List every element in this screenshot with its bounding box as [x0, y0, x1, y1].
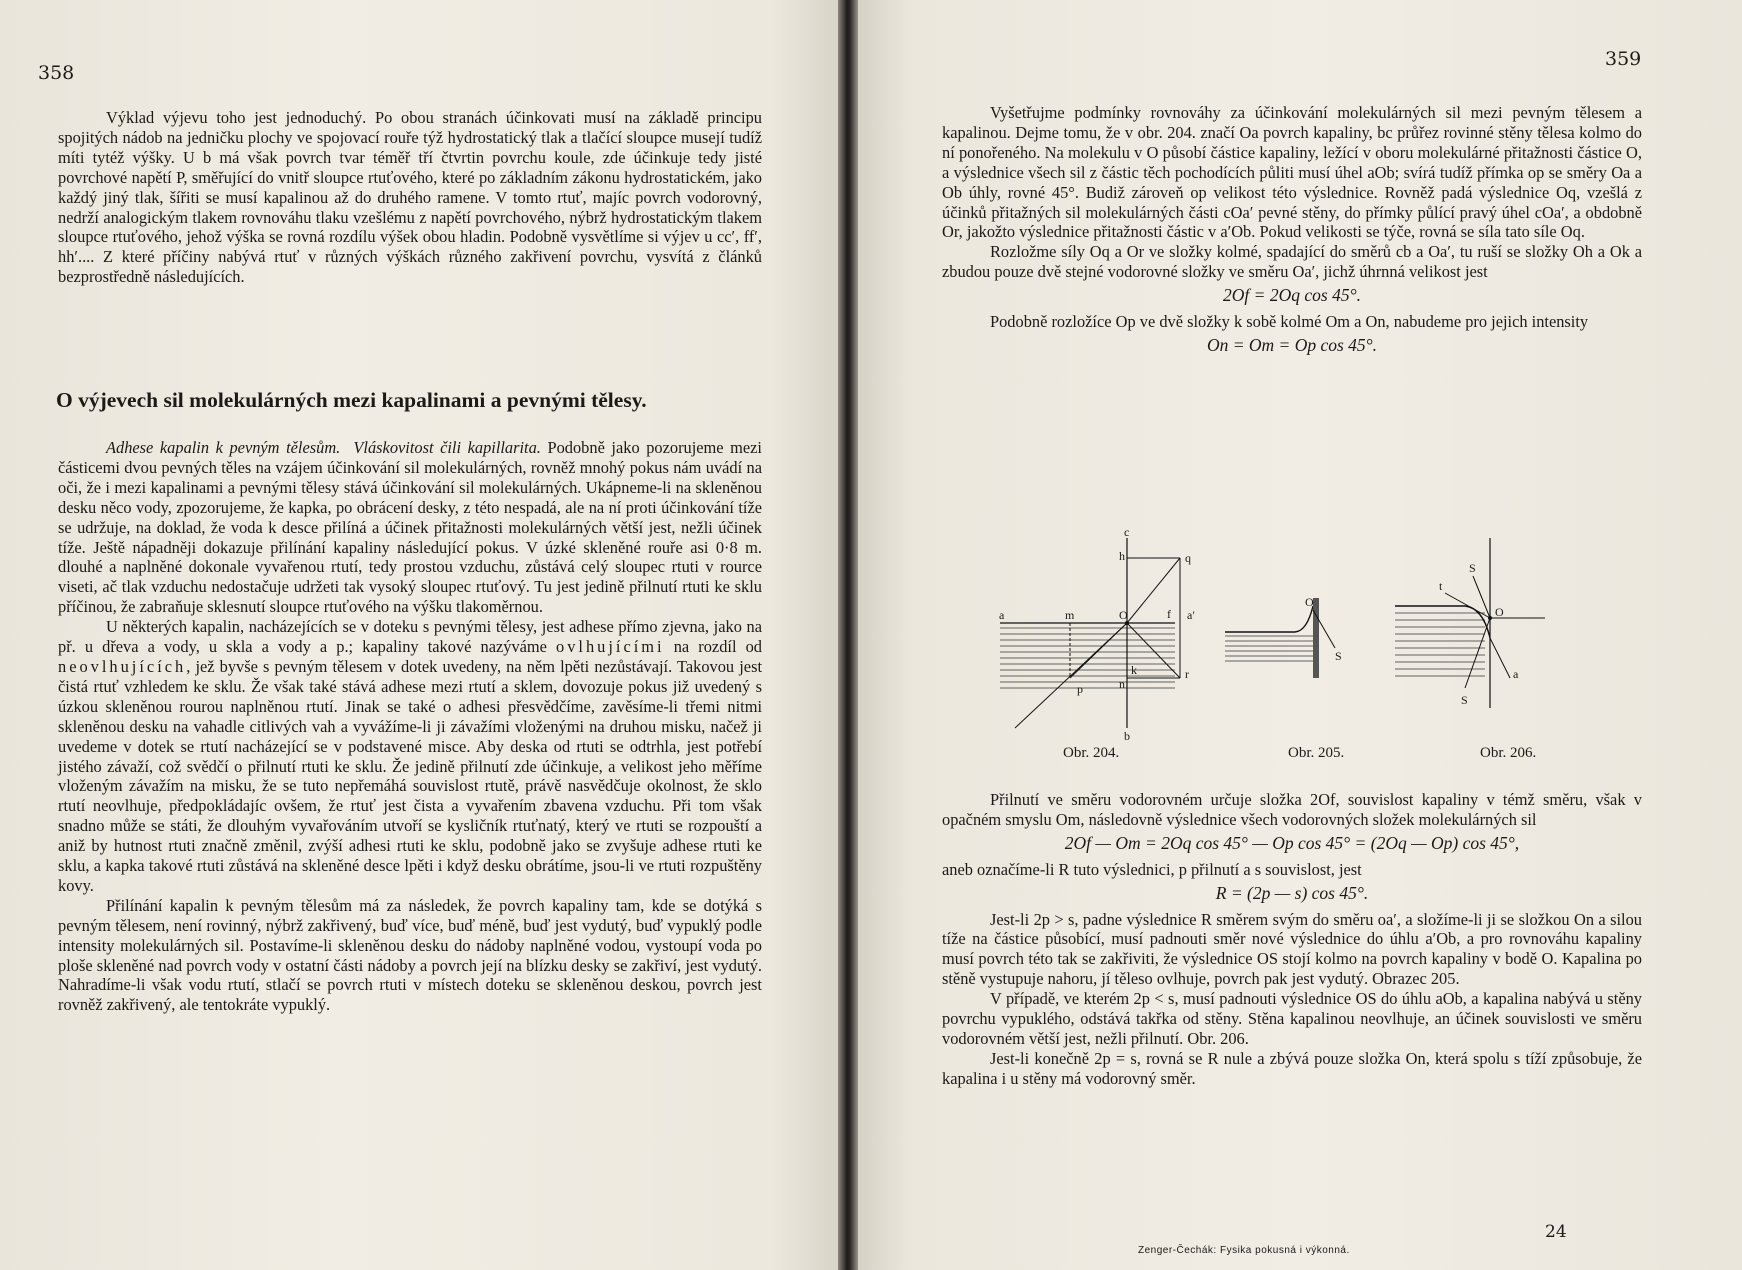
right-paragraph-3: Podobně rozložíce Op ve dvě složky k sobě kolmé Om a On, nabudeme pro jejich intensity	[990, 312, 1589, 332]
left-page	[0, 0, 838, 1270]
fig206-label-S-top: S	[1469, 561, 1476, 575]
fig204-label-c: c	[1124, 528, 1130, 539]
fig204-label-a-prime: a′	[1187, 608, 1195, 622]
figure-205	[1225, 595, 1342, 678]
fig206-label-S-bottom: S	[1461, 693, 1468, 707]
fig204-label-h: h	[1119, 549, 1125, 563]
left-paragraph-2	[58, 438, 762, 617]
fig204-label-m: m	[1065, 608, 1075, 622]
right-paragraph-2: Rozložme síly Oq a Or ve složky kolmé, spadající do směrů cb a Oa′, tu ruší se složky Oh a Ok a zbudou pouze dvě stejné vodorovné složky ve směru Oa′, jichž úhrnná velikost jest	[942, 242, 1642, 282]
right-paragraph-5: aneb označíme-li R tuto výslednici, p přilnutí a s souvislost, jest	[942, 859, 1362, 879]
right-paragraph-6: Jest-li 2p > s, padne výslednice R směrem svým do směru oa′, a složíme-li ji se složkou On a silou tíže na částice působící, musí padnouti směr nové výslednice do úhlu a′Ob, a pro rovnováhu kapaliny musí povrch této tak se zakřiviti, že výslednice OS stojí kolmo na povrch kapaliny v bodě O. Kapalina po stěně vystupuje nahoru, jí těleso ovlhuje, povrch pak jest vydutý. Obrazec 205.	[942, 909, 1642, 989]
fig204-label-q: q	[1185, 551, 1191, 565]
equation-2: On = Om = Op cos 45°.	[1206, 334, 1378, 355]
left-paragraph-3-b: na rozdíl od	[673, 637, 762, 657]
fig204-label-O: O	[1119, 608, 1128, 622]
term-wetting: ovlhujícími	[556, 637, 665, 657]
figure-206	[1395, 538, 1545, 708]
fig204-label-b: b	[1124, 729, 1130, 743]
left-paragraph-3-c: , jež byvše s pevným tělesem v dotek uvedeny, na něm lpěti nezůstávají. Takovou jest čistá rtuť vzhledem ke sklu. Že však také stává adhese mezi rtutí a sklem, dovozuje pokus již uvedený s úzkou skleněnou rourou naplněnou rtutí. Jinak se také o adhesi přesvědčíme, zavěsíme-li třemi nitmi skleněnou desku na vahadle citlivých vah a vyvážíme-li ji závažími vloženými na druhou misku, načež ji uvedeme v dotek se rtutí nacházející se v podstavené misce. Aby deska od rtuti se odtrhla, jest potřebí jistého závaží, což svědčí o přilnutí rtuti ke sklu. Že jedině přilnutí zde účinkuje, a velikost jeho měříme vloženým závažím na misku, že se tuto nepřemáhá souvislost rtutě, právě nasvědčuje okolnost, že sklo rtutí neovlhuje, předpokládajíc ovšem, že rtuť jest čista a vyvařením zbavena vzduchu. Při tom však snadno může se státi, že dlouhým vyvařováním utvoří se kysličník rtuťnatý, který ve rtuti se rozpouští a aniž by hutnost rtuti značně změnil, zvýší adhesi rtuti ke sklu, podobně jako se zvyšuje adhese rtuti ke sklu, a kapka takové rtuti zůstává na skleněné desce lpěti i když desku obrátíme, jsou-li ve rtuti rozpuštěny kovy.	[58, 656, 762, 895]
right-paragraph-8: Jest-li konečně 2p = s, rovná se R nule a zbývá pouze složka On, která spolu s tíží způsobuje, že kapalina i u stěny má vodorovný směr.	[942, 1048, 1642, 1088]
caption-206: Obr. 206.	[1480, 745, 1537, 761]
fig204-label-n: n	[1119, 677, 1125, 691]
signature-mark: 24	[1545, 1222, 1567, 1242]
right-text-block-2	[942, 790, 1642, 1089]
section-heading: O výjevech sil molekulárných mezi kapalinami a pevnými tělesy.	[56, 388, 647, 412]
left-paragraph-1: Výklad výjevu toho jest jednoduchý. Po obou stranách účinkovati musí na základě principu spojitých nádob na jedničku plochy ve spojovací rouře týž hydrostatický tlak a tlačící sloupce musejí tudíž míti tytéž výšky. U b má však povrch tvar téměř tří čtvrtin povrchu koule, zde účinkuje tedy jisté povrchové napětí P, směřující do vnitř sloupce rtuťového, které po základním zákonu hydrostatickém, jako každý jiný tlak, šířiti se musí kapalinou až do druhého ramene. V tomto rtuť, majíc povrch vodorovný, nedrží analogickým tlakem rovnováhu tlaku vzešlému z napětí povrchového, nýbrž hydrostatickým tlakem sloupce rtuťového, jehož výška se rovná rozdílu výšek obou hladin. Podobně vysvětlíme si výjev u cc′, ff′, hh′.... Z které příčiny nabývá rtuť v různých výškách různého zakřivení povrchu, vysvítá z článků bezprostředně následujících.	[58, 108, 762, 287]
footer-imprint: Zenger-Čechák: Fysika pokusná i výkonná.	[1138, 1245, 1350, 1256]
term-non-wetting: neovlhujících	[58, 656, 187, 676]
fig206-label-a: a	[1513, 667, 1519, 681]
fig206-label-t: t	[1439, 579, 1443, 593]
figure-204	[999, 528, 1195, 743]
right-paragraph-7: V případě, ve kterém 2p < s, musí padnouti výslednice OS do úhlu aOb, a kapalina nabývá u stěny povrchu vypuklého, odstává takřka od stěny. Stěna kapalinou neovlhuje, an účinek souvislosti ve směru vodorovném větší jest, nežli přilnutí. Obr. 206.	[942, 989, 1642, 1048]
figures-svg	[995, 528, 1595, 758]
caption-204: Obr. 204.	[1063, 745, 1120, 761]
subsection-title-capillarity: Vláskovitost čili kapillarita.	[353, 438, 541, 457]
fig204-label-k: k	[1131, 663, 1137, 677]
page-number-left: 358	[38, 62, 75, 84]
fig205-label-S: S	[1335, 649, 1342, 663]
left-paragraph-3-a: U některých kapalin, nacházejících se v doteku s pevnými tělesy, jest adhese přímo zjevna, jako na př. u dřeva a vody, u skla a vody a p.; kapaliny takové nazýváme	[58, 617, 762, 657]
fig204-label-a: a	[999, 608, 1005, 622]
page-number-right: 359	[1605, 48, 1642, 70]
fig204-label-r: r	[1185, 667, 1189, 681]
left-text-block-2	[58, 438, 762, 1015]
fig205-label-O: O	[1305, 595, 1314, 609]
left-paragraph-3	[58, 617, 762, 896]
left-text-block-1	[58, 108, 762, 287]
equation-1: 2Of = 2Oq cos 45°.	[1223, 285, 1361, 306]
subsection-title-adhesion: Adhese kapalin k pevným tělesům.	[106, 438, 341, 457]
left-paragraph-2-text: Podobně jako pozorujeme mezi částicemi dvou pevných těles na vzájem účinkování sil molekulárných, rovněž mnohý pokus nám uvádí na oči, že i mezi kapalinami a pevnými tělesy stává účinkování sil molekulárných. Ukápneme-li na skleněnou desku něco vody, zpozorujeme, že kapka, po obrácení desky, z této nespadá, ale na ní proti účinkování tíže se udržuje, na doklad, že voda k desce přilíná a účinek přitažnosti molekulárných větší jest, nežli účinek tíže. Ještě nápadněji dokazuje přilínání kapaliny následující pokus. V úzké skleněné rouře asi 0·8 m. dlouhé a naplněné dokonale vyvařenou rtutí, tedy prostou vzduchu, zůstává celý sloupec rtuti v rource viseti, ač tlak vzduchu nedostačuje udržeti tak vysoký sloupec rtuťový. Tu jest jedině přilnutí rtuti ke sklu příčinou, že zabraňuje sklesnutí sloupce rtuťového na výšku tlakoměrnou.	[58, 438, 762, 617]
left-paragraph-4: Přilínání kapalin k pevným tělesům má za následek, že povrch kapaliny tam, kde se dotýká s pevným tělesem, není rovinný, nýbrž zakřivený, buď více, buď méně, buď jest vydutý, buď vypuklý podle intensity molekulárných sil. Postavíme-li skleněnou desku do nádoby naplněné vodou, vystoupí voda po ploše skleněné nad povrch vody v ostatní části nádoby a povrch její na blízku desky se zakřiví, jest vydutý. Nahradíme-li však vodu rtutí, stlačí se povrch rtuti v místech doteku se skleněnou deskou, povrch jest rovněž zakřivený, ale tentokráte vypuklý.	[58, 895, 762, 1015]
equation-4: R = (2p — s) cos 45°.	[1215, 882, 1369, 903]
book-gutter	[838, 0, 858, 1270]
fig204-label-p: p	[1077, 682, 1083, 696]
equation-3: 2Of — Om = 2Oq cos 45° — Op cos 45° = (2Oq — Op) cos 45°,	[1064, 832, 1520, 853]
right-paragraph-1: Vyšetřujme podmínky rovnováhy za účinkování molekulárných sil mezi pevným tělesem a kapalinou. Dejme tomu, že v obr. 204. značí Oa povrch kapaliny, bc průřez rovinné stěny tělesa kolmo do ní ponořeného. Na molekulu v O působí částice kapaliny, ležící v oboru molekulárné přitažnosti částice O, a výslednice všech sil z částic těch pochodících půliti musí úhel aOb; svírá tudíž přímka op se směry Oa a Ob úhly, rovné 45°. Budiž zároveň op velikost této výslednice. Rovněž padá výslednice Oq, vzešlá z účinků přitažných sil molekulárných části cOa′ pevné stěny, do přímky půlící pravý úhel cOa′, a obdobně Or, jakožto výslednice přitažnosti částic v a′Ob. Pokud velikosti se týče, rovná se síla tato síle Oq.	[942, 103, 1642, 242]
caption-205: Obr. 205.	[1288, 745, 1345, 761]
right-text-block-1	[942, 103, 1642, 362]
right-paragraph-4: Přilnutí ve směru vodorovném určuje složka 2Of, souvislost kapaliny v témž směru, však v opačném smyslu Om, následovně výslednice všech vodorovných složek molekulárných sil	[942, 790, 1642, 829]
fig206-label-O: O	[1495, 605, 1504, 619]
fig204-label-f: f	[1167, 607, 1171, 621]
